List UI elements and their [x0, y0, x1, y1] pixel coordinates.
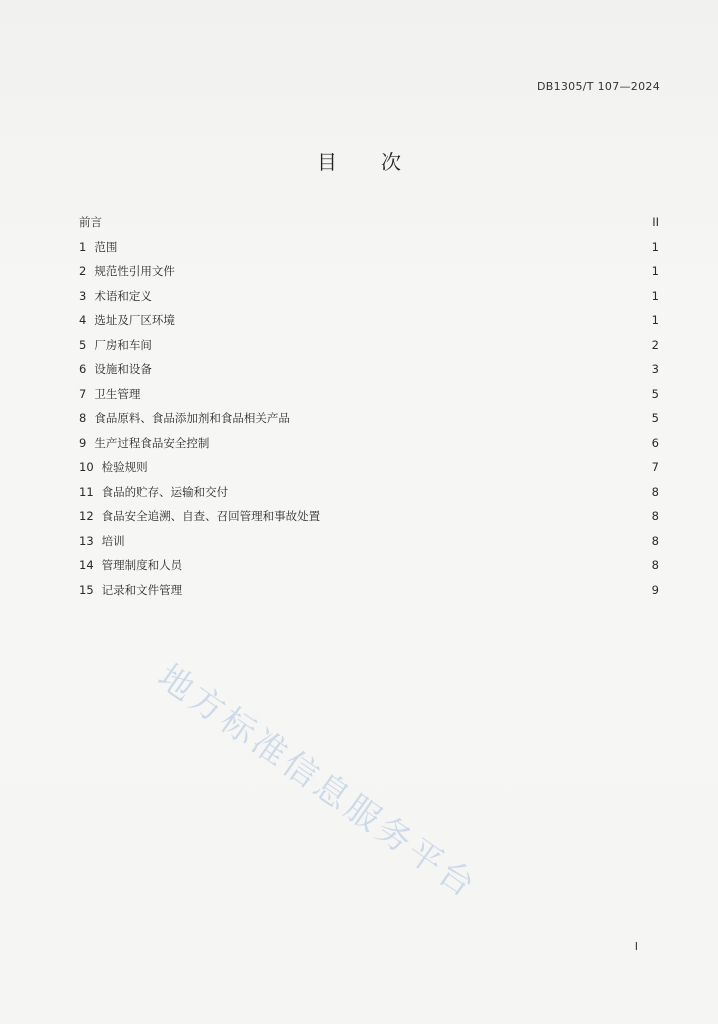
- toc-entry-number: 12: [79, 509, 94, 524]
- document-code: DB1305/T 107—2024: [536, 80, 660, 93]
- toc-leader-dots: [106, 217, 645, 227]
- toc-entry-label: 管理制度和人员: [101, 558, 183, 573]
- toc-entry-page: 8: [651, 509, 659, 524]
- toc-leader-dots: [186, 585, 645, 595]
- toc-leader-dots: [213, 438, 645, 448]
- toc-entry-page: 1: [651, 239, 659, 254]
- toc-entry[interactable]: [79, 210, 659, 235]
- toc-entry[interactable]: [79, 333, 659, 358]
- toc-entry[interactable]: [79, 357, 659, 382]
- toc-entry[interactable]: [79, 553, 659, 578]
- toc-leader-dots: [156, 291, 645, 301]
- toc-entry-number: 14: [79, 558, 94, 573]
- toc-entry[interactable]: [79, 284, 659, 309]
- toc-entry-page: 5: [651, 411, 659, 426]
- toc-leader-dots: [294, 413, 645, 423]
- toc-entry-label: 设施和设备: [94, 362, 152, 377]
- toc-title: 目次: [317, 150, 445, 174]
- toc-entry-label: 选址及厂区环境: [94, 313, 175, 328]
- toc-entry-page: 6: [651, 435, 659, 450]
- toc-leader-dots: [232, 487, 645, 497]
- toc-entry-label: 检验规则: [101, 460, 148, 475]
- toc-leader-dots: [324, 511, 645, 521]
- toc-entry-label: 食品安全追溯、自查、召回管理和事故处置: [101, 509, 321, 524]
- toc-entry-label: 食品的贮存、运输和交付: [101, 484, 229, 499]
- toc-entry-number: 6: [79, 362, 87, 377]
- toc-entry-number: 11: [79, 484, 94, 499]
- toc-entry-label: 生产过程食品安全控制: [94, 435, 210, 450]
- toc-leader-dots: [156, 340, 645, 350]
- toc-entry[interactable]: [79, 382, 659, 407]
- toc-entry-page: 8: [651, 533, 659, 548]
- toc-entry-label: 培训: [101, 533, 125, 548]
- toc-leader-dots: [129, 536, 645, 546]
- toc-entry-label: 前言: [79, 215, 102, 230]
- toc-entry-label: 术语和定义: [94, 288, 152, 303]
- toc-entry-number: 2: [79, 264, 87, 279]
- toc-entry-number: 10: [79, 460, 94, 475]
- toc-entry[interactable]: [79, 406, 659, 431]
- toc-entry-page: 3: [651, 362, 659, 377]
- toc-leader-dots: [186, 560, 645, 570]
- toc-entry-number: 13: [79, 533, 94, 548]
- toc-entry-page: II: [652, 215, 659, 230]
- toc-leader-dots: [121, 242, 645, 252]
- toc-leader-dots: [144, 389, 645, 399]
- toc-entry-label: 规范性引用文件: [94, 264, 175, 279]
- toc-entry-page: 2: [651, 337, 659, 352]
- toc-entry-number: 3: [79, 288, 87, 303]
- toc-entry-number: 15: [79, 582, 94, 597]
- toc-entry-label: 食品原料、食品添加剂和食品相关产品: [94, 411, 290, 426]
- toc-entry-label: 记录和文件管理: [101, 582, 183, 597]
- toc-entry-page: 8: [651, 484, 659, 499]
- toc-entry-number: 8: [79, 411, 87, 426]
- toc-entry-page: 5: [651, 386, 659, 401]
- toc-entry-page: 1: [651, 288, 659, 303]
- toc-entry-number: 9: [79, 435, 87, 450]
- toc-entry[interactable]: [79, 529, 659, 554]
- toc-entry[interactable]: [79, 504, 659, 529]
- toc-entry-number: 1: [79, 239, 87, 254]
- toc-leader-dots: [156, 364, 645, 374]
- toc-entry[interactable]: [79, 455, 659, 480]
- toc-leader-dots: [179, 266, 645, 276]
- toc-entry-page: 8: [651, 558, 659, 573]
- toc-entry-number: 7: [79, 386, 87, 401]
- toc-entry-page: 1: [651, 264, 659, 279]
- toc-entry[interactable]: [79, 431, 659, 456]
- toc-entry-label: 厂房和车间: [94, 337, 152, 352]
- toc-entry-page: 7: [651, 460, 659, 475]
- toc-entry-label: 卫生管理: [94, 386, 141, 401]
- toc-entry-label: 范围: [94, 239, 118, 254]
- toc-entry[interactable]: [79, 480, 659, 505]
- toc-entry[interactable]: [79, 235, 659, 260]
- page-number: I: [634, 940, 638, 953]
- watermark-text: 地方标准信息服务平台: [150, 656, 485, 908]
- toc-leader-dots: [152, 462, 645, 472]
- toc-entry[interactable]: [79, 259, 659, 284]
- table-of-contents: [79, 210, 659, 602]
- toc-entry-page: 9: [651, 582, 659, 597]
- toc-entry-page: 1: [651, 313, 659, 328]
- toc-entry-number: 4: [79, 313, 87, 328]
- toc-entry[interactable]: [79, 578, 659, 603]
- toc-leader-dots: [179, 315, 645, 325]
- toc-entry-number: 5: [79, 337, 87, 352]
- toc-entry[interactable]: [79, 308, 659, 333]
